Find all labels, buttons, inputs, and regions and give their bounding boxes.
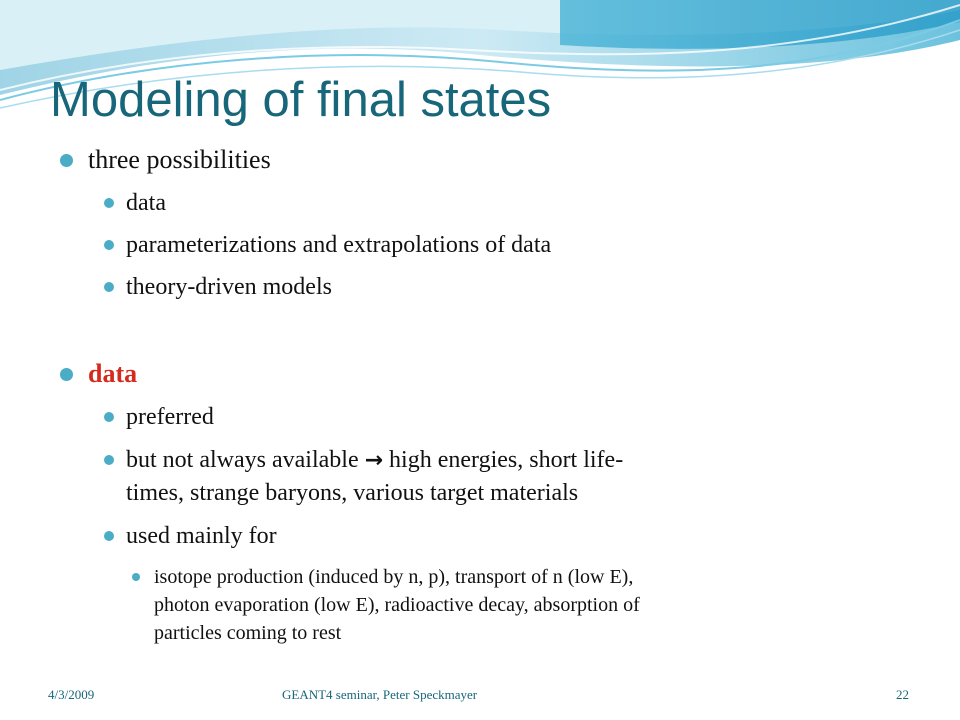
bullet-text: particles coming to rest xyxy=(154,622,342,644)
bullet-dot-icon xyxy=(60,154,73,167)
sub-bullet-not-always-available xyxy=(104,444,623,509)
slide-title: Modeling of final states xyxy=(50,73,552,127)
bullet-text: data xyxy=(126,190,166,216)
sub-bullet-used-mainly-for xyxy=(104,520,277,552)
bullet-text: parameterizations and extrapolations of data xyxy=(126,232,552,258)
bullet-dot-icon xyxy=(104,282,114,292)
bullet-dot-icon xyxy=(104,198,114,208)
bullet-text: preferred xyxy=(126,404,214,430)
sub-bullet-parameterizations xyxy=(104,229,551,261)
footer-date: 4/3/2009 xyxy=(48,687,95,702)
bullet-dot-icon xyxy=(104,455,114,465)
sub-bullet-data xyxy=(104,187,166,219)
bullet-text: but not always available xyxy=(126,447,365,473)
bullet-three-possibilities xyxy=(60,144,271,176)
bullet-dot-icon xyxy=(104,412,114,422)
sub-bullet-theory-models xyxy=(104,271,332,303)
footer-center-text: GEANT4 seminar, Peter Speckmayer xyxy=(282,687,478,702)
bullet-text-block xyxy=(154,563,640,647)
bullet-text-block xyxy=(126,444,623,509)
bullet-data-heading xyxy=(60,358,137,390)
bullet-text: used mainly for xyxy=(126,523,277,549)
sub-sub-bullet-isotope-production xyxy=(132,563,640,647)
right-arrow-icon: → xyxy=(364,448,384,473)
sub-bullet-preferred xyxy=(104,401,214,433)
highlight-text: data xyxy=(88,359,138,388)
bullet-dot-icon xyxy=(132,573,140,581)
bullet-text: high energies, short life- xyxy=(383,447,624,473)
bullet-text: isotope production (induced by n, p), transport of n (low E), xyxy=(154,566,634,588)
bullet-dot-icon xyxy=(104,240,114,250)
bullet-text: three possibilities xyxy=(88,145,271,174)
bullet-dot-icon xyxy=(104,531,114,541)
bullet-text: photon evaporation (low E), radioactive decay, absorption of xyxy=(154,594,640,616)
footer-page-number: 22 xyxy=(896,687,909,702)
bullet-text: theory-driven models xyxy=(126,274,332,300)
bullet-dot-icon xyxy=(60,368,73,381)
bullet-text: times, strange baryons, various target materials xyxy=(126,480,579,506)
